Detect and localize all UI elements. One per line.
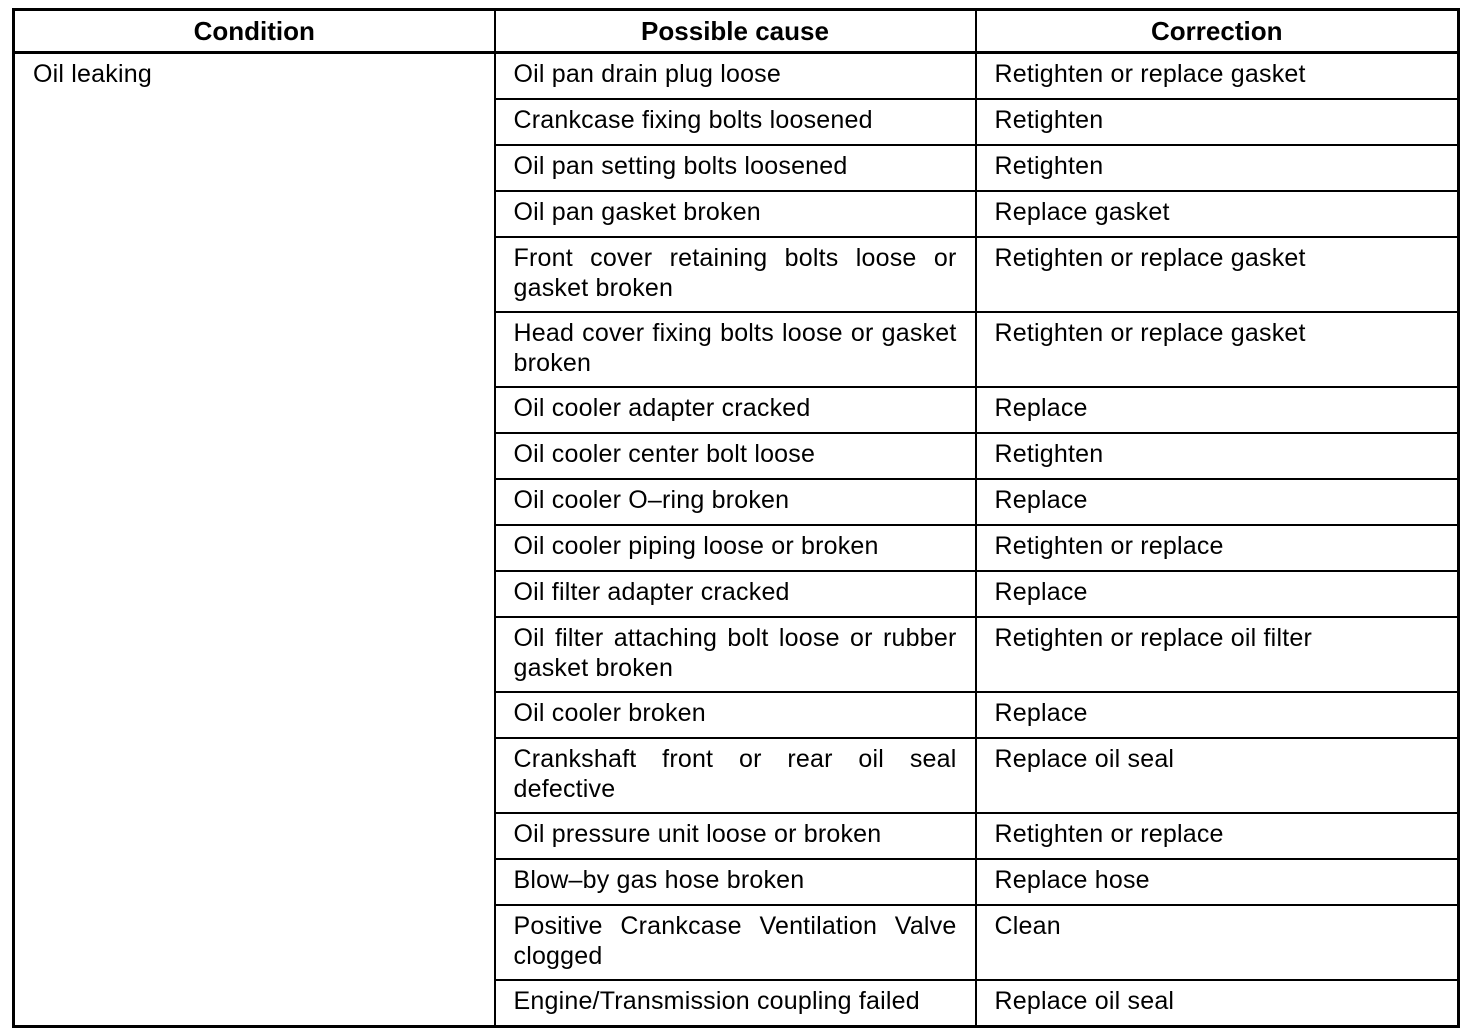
header-correction: Correction <box>976 10 1459 53</box>
cause-cell: Oil cooler adapter cracked <box>495 387 976 433</box>
cause-cell: Front cover retaining bolts loose or gasket broken <box>495 237 976 312</box>
cause-cell: Oil pan setting bolts loosened <box>495 145 976 191</box>
cause-cell: Oil cooler O–ring broken <box>495 479 976 525</box>
cause-cell: Engine/Transmission coupling failed <box>495 980 976 1027</box>
cause-cell: Oil pressure unit loose or broken <box>495 813 976 859</box>
cause-cell: Crankcase fixing bolts loosened <box>495 99 976 145</box>
cause-cell: Positive Crankcase Ventilation Valve clogged <box>495 905 976 980</box>
cause-cell: Oil cooler center bolt loose <box>495 433 976 479</box>
correction-cell: Retighten or replace oil filter <box>976 617 1459 692</box>
cause-cell: Oil pan gasket broken <box>495 191 976 237</box>
header-possible-cause: Possible cause <box>495 10 976 53</box>
correction-cell: Replace <box>976 479 1459 525</box>
correction-cell: Retighten or replace gasket <box>976 237 1459 312</box>
cause-cell: Oil cooler piping loose or broken <box>495 525 976 571</box>
cause-cell: Head cover fixing bolts loose or gasket broken <box>495 312 976 387</box>
condition-cell: Oil leaking <box>14 53 495 1027</box>
correction-cell: Retighten <box>976 145 1459 191</box>
cause-cell: Crankshaft front or rear oil seal defective <box>495 738 976 813</box>
correction-cell: Replace oil seal <box>976 980 1459 1027</box>
correction-cell: Retighten or replace gasket <box>976 53 1459 100</box>
header-condition: Condition <box>14 10 495 53</box>
correction-cell: Retighten or replace gasket <box>976 312 1459 387</box>
correction-cell: Retighten or replace <box>976 525 1459 571</box>
correction-cell: Replace <box>976 692 1459 738</box>
cause-cell: Oil cooler broken <box>495 692 976 738</box>
cause-cell: Oil pan drain plug loose <box>495 53 976 100</box>
table-row <box>14 53 1459 100</box>
cause-cell: Oil filter adapter cracked <box>495 571 976 617</box>
correction-cell: Retighten or replace <box>976 813 1459 859</box>
correction-cell: Replace <box>976 571 1459 617</box>
header-row <box>14 10 1459 53</box>
correction-cell: Clean <box>976 905 1459 980</box>
correction-cell: Retighten <box>976 433 1459 479</box>
cause-cell: Blow–by gas hose broken <box>495 859 976 905</box>
cause-cell: Oil filter attaching bolt loose or rubber gasket broken <box>495 617 976 692</box>
correction-cell: Replace gasket <box>976 191 1459 237</box>
correction-cell: Replace <box>976 387 1459 433</box>
correction-cell: Replace oil seal <box>976 738 1459 813</box>
correction-cell: Replace hose <box>976 859 1459 905</box>
troubleshooting-table <box>12 8 1460 1028</box>
correction-cell: Retighten <box>976 99 1459 145</box>
